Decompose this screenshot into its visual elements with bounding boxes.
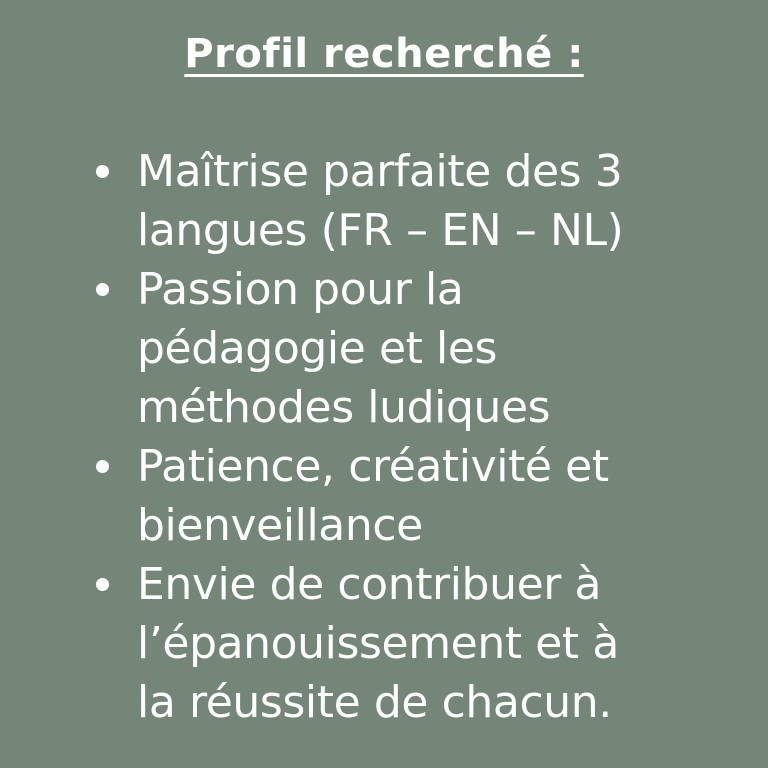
bullet-dot-icon bbox=[96, 460, 109, 473]
list-item-contribution bbox=[92, 555, 732, 732]
bullet-dot-icon bbox=[96, 165, 109, 178]
list-item-text: Envie de contribuer à l’épanouissement et à la réussite de chacun. bbox=[137, 559, 619, 728]
list-item-qualities bbox=[92, 437, 732, 555]
list-item-languages bbox=[92, 142, 732, 260]
list-item-text: Maîtrise parfaite des 3 langues (FR – EN – NL) bbox=[137, 146, 624, 256]
list-item-text: Patience, créativité et bienveillance bbox=[137, 441, 609, 551]
bullet-dot-icon bbox=[96, 578, 109, 591]
page-title: Profil recherché : bbox=[184, 31, 584, 77]
bullet-dot-icon bbox=[96, 283, 109, 296]
requirements-list bbox=[92, 142, 732, 732]
list-item-pedagogy bbox=[92, 260, 732, 437]
list-item-text: Passion pour la pédagogie et les méthodes ludiques bbox=[137, 264, 551, 433]
